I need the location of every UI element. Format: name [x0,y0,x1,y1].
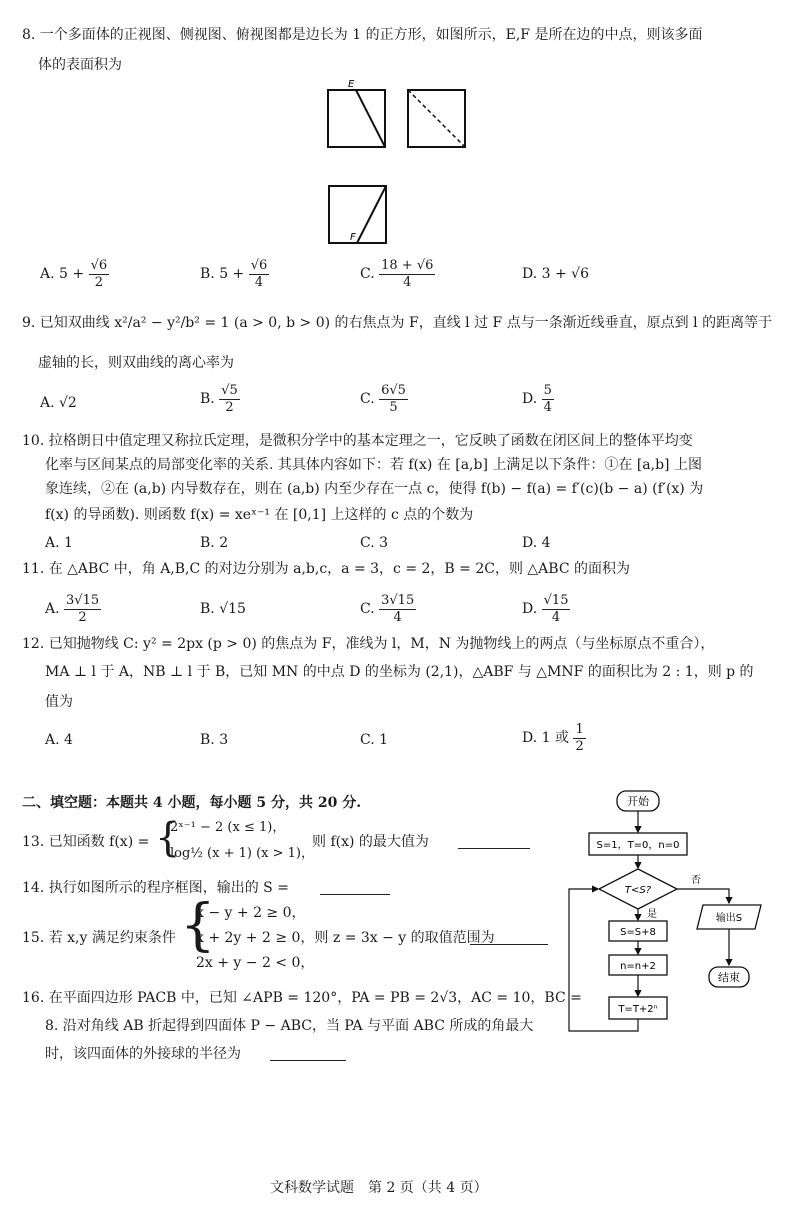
q10-stem-line4: f(x) 的导函数). 则函数 f(x) = xeˣ⁻¹ 在 [0,1] 上这样的 c 点的个数为 [45,507,474,523]
q16-stem-line1: 16. 在平面四边形 PACB 中，已知 ∠APB = 120°，PA = PB = 2√3，AC = 10，BC = [22,990,582,1006]
q10-stem-line3: 象连续，②在 (a,b) 内导数存在，则在 (a,b) 内至少存在一点 c，使得 f(b) − f(a) = f′(c)(b − a) (f′(x) 为 [45,481,704,497]
flowchart-start-text: 开始 [627,795,649,808]
q13-case1: 2ˣ⁻¹ − 2 (x ≤ 1)， [170,820,286,835]
q8-stem-line1: 8. 一个多面体的正视图、侧视图、俯视图都是边长为 1 的正方形，如图所示，E,F 是所在边的中点，则该多面 [22,27,703,43]
q10-stem-line1: 10. 拉格朗日中值定理又称拉氏定理，是微积分学中的基本定理之一，它反映了函数在闭区间上的整体平均变 [22,433,693,449]
q10-option-a[interactable]: A. 1 [45,535,73,551]
q16-stem-line2: 8. 沿对角线 AB 折起得到四面体 P − ABC，当 PA 与平面 ABC 所成的角最大 [45,1018,534,1034]
q12-stem-line2: MA ⊥ l 于 A，NB ⊥ l 于 B，已知 MN 的中点 D 的坐标为 (2,1)，△ABF 与 △MNF 的面积比为 2 : 1，则 p 的 [45,664,754,680]
q8-option-d[interactable]: D. 3 + √6 [522,266,589,282]
q12-stem-line3: 值为 [45,694,73,710]
flowchart-end-text: 结束 [718,971,740,984]
q10-option-c[interactable]: C. 3 [360,535,389,551]
q11-stem: 11. 在 △ABC 中，角 A,B,C 的对边分别为 a,b,c，a = 3，c = 2，B = 2C，则 △ABC 的面积为 [22,561,631,577]
q15-prefix: 15. 若 x,y 满足约束条件 [22,930,176,946]
q11-option-b[interactable]: B. √15 [200,601,246,617]
q10-stem-line2: 化率与区间某点的局部变化率的关系. 其具体内容如下：若 f(x) 在 [a,b] 上满足以下条件：①在 [a,b] 上图 [45,457,702,473]
flowchart-output-text: 输出S [715,913,743,924]
q8-option-a[interactable]: A. 5 + $\frac{√6}{2}$ [40,258,108,290]
q8-label-f: F [350,232,356,243]
q13-suffix: 则 f(x) 的最大值为 [312,834,429,850]
q11-option-a[interactable]: A. $\frac{3√15}{2}$ [45,593,100,625]
q9-option-d[interactable]: D. $\frac{5}{4}$ [522,383,552,415]
q8-option-b[interactable]: B. 5 + $\frac{√6}{4}$ [200,258,268,290]
flowchart-step1-text: S=S+8 [620,927,656,938]
flowchart-yes-label: 是 [647,909,657,920]
q13-answer-blank[interactable] [458,834,530,849]
q15-constraint3: 2x + y − 2 < 0， [196,955,315,971]
q13-prefix: 13. 已知函数 f(x) = [22,834,150,850]
q12-stem-line1: 12. 已知抛物线 C: y² = 2px (p > 0) 的焦点为 F，准线为 l，M，N 为抛物线上的两点（与坐标原点不重合）， [22,636,715,652]
q11-option-c[interactable]: C. $\frac{3√15}{4}$ [360,593,415,625]
q14-answer-blank[interactable] [320,880,390,895]
flowchart-no-label: 否 [691,875,701,886]
q16-stem-line3: 时，该四面体的外接球的半径为 [45,1046,241,1062]
q12-option-b[interactable]: B. 3 [200,732,229,748]
q9-stem-line1: 9. 已知双曲线 x²/a² − y²/b² = 1 (a > 0, b > 0) 的右焦点为 F，直线 l 过 F 点与一条渐近线垂直，原点到 l 的距离等于 [22,315,773,331]
q12-option-d[interactable]: D. 1 或 $\frac{1}{2}$ [522,722,584,754]
flowchart-step2-text: n=n+2 [620,961,656,972]
q10-option-b[interactable]: B. 2 [200,535,229,551]
q8-three-views-figure [0,72,794,332]
q11-option-d[interactable]: D. $\frac{√15}{4}$ [522,593,569,625]
q12-option-a[interactable]: A. 4 [45,732,73,748]
section-heading: 二、填空题：本题共 4 小题，每小题 5 分，共 20 分. [22,795,362,811]
q9-stem-line2: 虚轴的长，则双曲线的离心率为 [38,355,234,371]
q10-option-d[interactable]: D. 4 [522,535,551,551]
q9-option-c[interactable]: C. $\frac{6√5}{5}$ [360,383,406,415]
flowchart-init-text: S=1，T=0，n=0 [596,840,680,851]
q15-constraint1: x − y + 2 ≥ 0， [196,905,306,921]
q14-stem: 14. 执行如图所示的程序框图，输出的 S = [22,880,289,896]
q8-label-e: E [348,79,355,90]
q12-option-c[interactable]: C. 1 [360,732,389,748]
q15-constraint2: x + 2y + 2 ≥ 0，则 z = 3x − y 的取值范围为 [196,930,495,946]
q8-stem-line2: 体的表面积为 [38,57,122,73]
q9-option-a[interactable]: A. √2 [40,395,77,411]
q15-brace: { [180,893,216,958]
flowchart-step3-text: T=T+2ⁿ [618,1004,658,1015]
flowchart-condition-text: T<S? [624,885,652,896]
q9-option-b[interactable]: B. $\frac{√5}{2}$ [200,383,238,415]
flowchart [565,785,775,1045]
q13-brace: { [155,815,181,861]
q8-option-c[interactable]: C. $\frac{18 + √6}{4}$ [360,258,434,290]
q15-answer-blank[interactable] [470,930,548,945]
page-footer: 文科数学试题 第 2 页（共 4 页） [270,1180,488,1196]
q16-answer-blank[interactable] [270,1046,346,1061]
q13-case2: log½ (x + 1) (x > 1)， [170,846,314,861]
